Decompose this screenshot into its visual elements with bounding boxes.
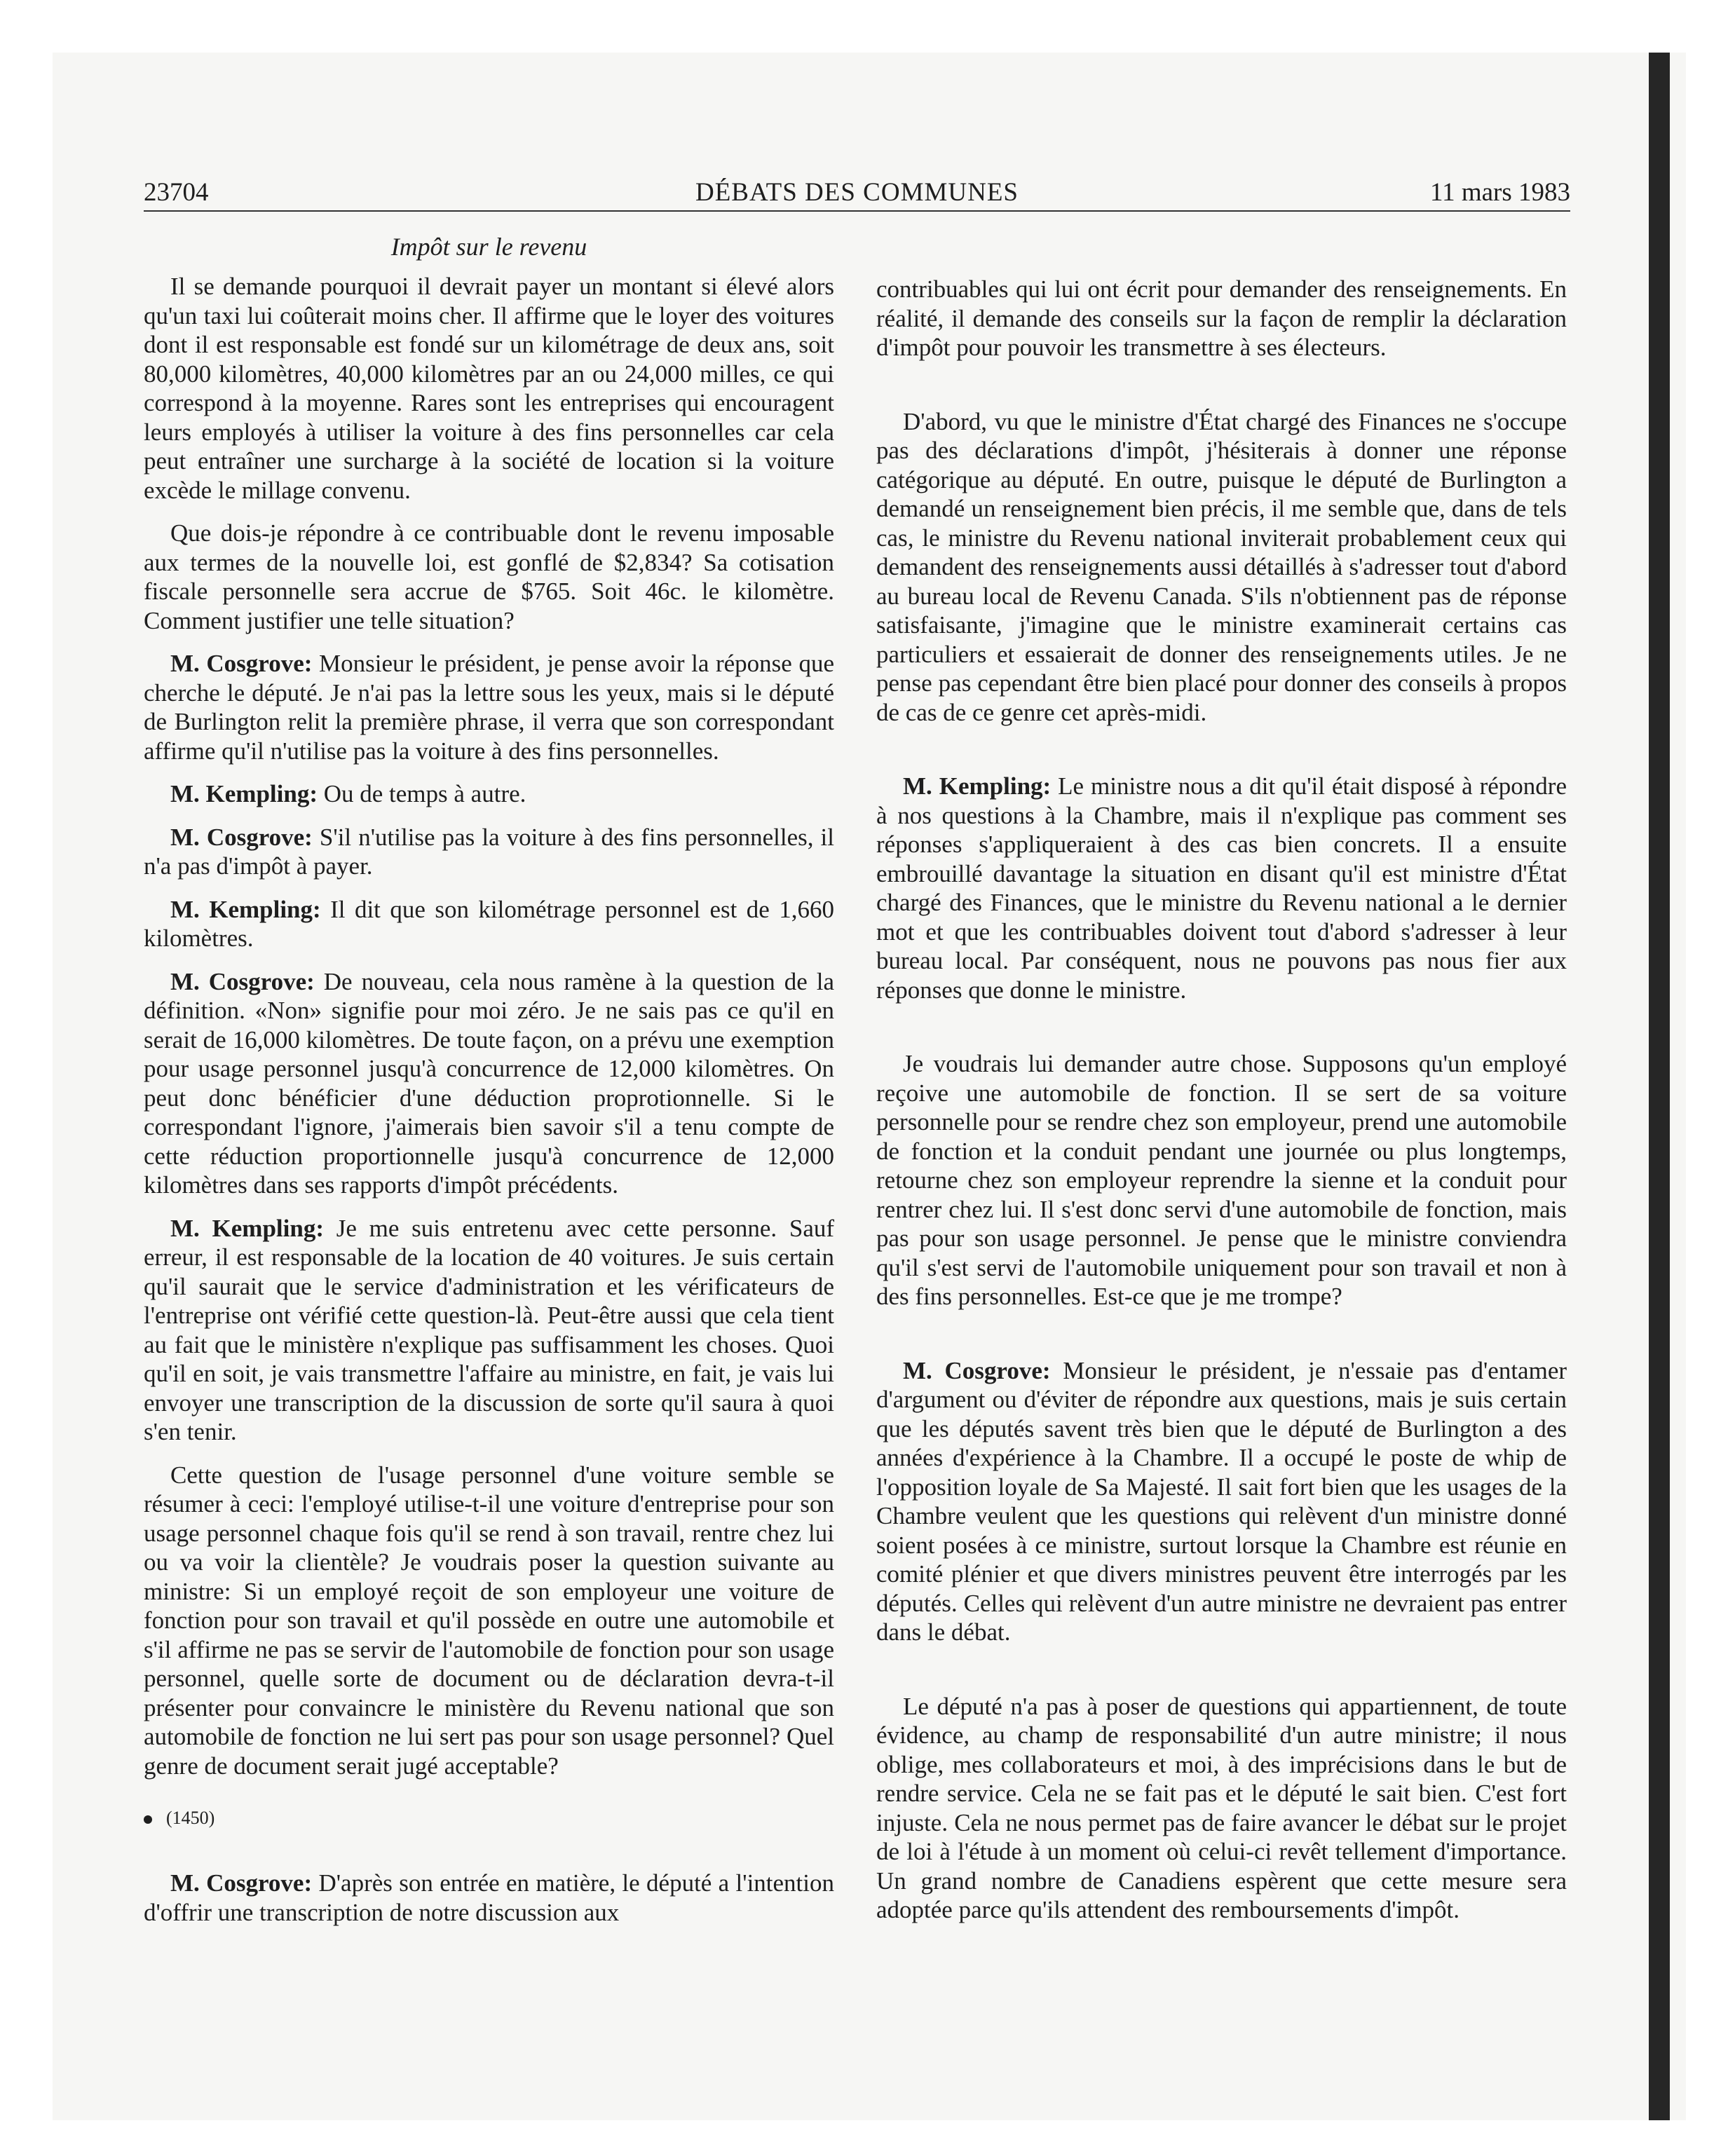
paragraph <box>144 649 834 765</box>
page-number: 23704 <box>144 178 209 207</box>
paragraph <box>144 779 834 809</box>
speaker-name: M. Cosgrove: <box>903 1356 1051 1384</box>
paragraph-text: Il dit que son kilométrage personnel est de 1,660 kilomètres. <box>144 895 835 952</box>
paragraph-text: Le ministre nous a dit qu'il était disposé à répondre à nos questions à la Chambre, mais il n'explique pas comment ses réponses s'appliqueraient à des cas bien concrets. Il a ensuite embrouillé davantage la situation en disant qu'il est ministre d'État chargé des Finances, que le ministre du Revenu national a le dernier mot et que les contribuables doivent tout d'abord s'adresser à leur bureau local. Par conséquent, nous ne pouvons pas nous fier aux réponses que donne le ministre. <box>876 772 1567 1004</box>
paragraph <box>144 967 834 1200</box>
paragraph <box>876 772 1567 1004</box>
paragraph-text: Le député n'a pas à poser de questions qui appartiennent, de toute évidence, au champ de responsabilité d'un autre ministre; il nous oblige, mes collaborateurs et moi, à des imprécisions dans le but de rendre service. Cela ne se fait pas et le député le sait bien. C'est fort injuste. Cela ne nous permet pas de faire avancer le débat sur le projet de loi à l'étude à un moment où celui-ci revêt tellement d'importance. Un grand nombre de Canadiens espèrent que cette mesure sera adoptée parce qu'ils attendent des remboursements d'impôt. <box>876 1692 1567 1923</box>
page-header <box>144 175 1570 212</box>
paragraph-text: Que dois-je répondre à ce contribuable dont le revenu imposable aux termes de la nouvelle loi, est gonflé de $2,834? Sa cotisation fiscale personnelle sera accrue de $765. Soit 46c. le kilomètre. Comment justifier une telle situation? <box>144 519 834 634</box>
speaker-name: M. Cosgrove: <box>170 967 315 995</box>
paragraph-text: Je me suis entretenu avec cette personne. Sauf erreur, il est responsable de la location de 40 voitures. Je suis certain qu'il saurait que le service d'administration et les vérificateurs de l'entreprise ont vérifié cette question-là. Peut-être aussi que cela tient au fait que le ministère n'explique pas suffisamment les choses. Quoi qu'il en soit, je vais transmettre l'affaire au ministre, en fait, je vais lui envoyer une transcription de la discussion de sorte qu'il saura à quoi s'en tenir. <box>144 1214 835 1445</box>
paragraph-text: D'abord, vu que le ministre d'État chargé des Finances ne s'occupe pas des déclarations d'impôt, j'hésiterais à donner une réponse catégorique au député. En outre, puisque le député de Burlington a demandé un renseignement bien précis, il me semble que, dans de tels cas, le ministre du Revenu national inviterait probablement ceux qui demandent des renseignements aussi détaillés à s'adresser tout d'abord au bureau local de Revenu Canada. S'ils n'obtiennent pas de réponse satisfaisante, j'imagine que le ministre examinerait certains cas particuliers et essaierait de donner des renseignements utiles. Je ne pense pas cependant être bien placé pour donner des conseils à propos de cas de ce genre cet après-midi. <box>876 407 1567 726</box>
paragraph-text: Monsieur le président, je pense avoir la réponse que cherche le député. Je n'ai pas la lettre sous les yeux, mais si le député de Burlington relit la première phrase, il verra que son correspondant affirme qu'il n'utilise pas la voiture à des fins personnelles. <box>144 650 834 765</box>
paragraph <box>144 1869 834 1927</box>
left-column <box>144 233 835 1941</box>
time-marker-text: (1450) <box>166 1808 215 1828</box>
paragraph-text: contribuables qui lui ont écrit pour demander des renseignements. En réalité, il demande des conseils sur la façon de remplir la déclaration d'impôt pour pouvoir les transmettre à ses électeurs. <box>876 275 1567 361</box>
paragraph <box>144 1461 834 1781</box>
speaker-name: M. Cosgrove: <box>170 650 313 677</box>
paragraph <box>144 895 834 953</box>
paragraph-text: Il se demande pourquoi il devrait payer un montant si élevé alors qu'un taxi lui coûterait moins cher. Il affirme que le loyer des voitures dont il est responsable est fondé sur un kilométrage de deux ans, soit 80,000 kilomètres, 40,000 kilomètres par an ou 24,000 milles, ce qui correspond à la moyenne. Rares sont les entreprises qui encouragent leurs employés à utiliser la voiture à des fins personnelles car cela peut entraîner une surcharge à la société de location si la voiture excède le millage convenu. <box>144 273 834 504</box>
page-date: 11 mars 1983 <box>1429 178 1570 207</box>
speaker-name: M. Cosgrove: <box>170 1869 313 1897</box>
speaker-name: M. Kempling: <box>903 772 1052 800</box>
paragraph <box>876 407 1567 728</box>
paragraph-text: De nouveau, cela nous ramène à la question de la définition. «Non» signifie pour moi zéro. Je ne sais pas ce qu'il en serait de 16,000 kilomètres. De toute façon, on a prévu une exemption pour usage personnel jusqu'à concurrence de 12,000 kilomètres. On peut donc bénéficier d'une déduction proprotionnelle. Si le correspondant l'ignore, j'aimerais bien savoir s'il a tenu compte de cette réduction proportionnelle jusqu'à concurrence de 12,000 kilomètres dans ses rapports d'impôt précédents. <box>144 967 834 1199</box>
time-marker <box>144 1804 834 1832</box>
paragraph <box>876 1049 1567 1311</box>
right-column <box>876 275 1567 1939</box>
publication-title: DÉBATS DES COMMUNES <box>695 178 1019 207</box>
paragraph <box>144 1214 834 1447</box>
paragraph-text: D'après son entrée en matière, le député a l'intention d'offrir une transcription de notre discussion aux <box>144 1869 835 1926</box>
speaker-name: M. Cosgrove: <box>170 823 313 851</box>
paragraph-text: Cette question de l'usage personnel d'une voiture semble se résumer à ceci: l'employé utilise-t-il une voiture d'entreprise pour son usage personnel chaque fois qu'il se rend à son travail, rentre chez lui ou va voir la clientèle? Je voudrais poser la question suivante au ministre: Si un employé reçoit de son employeur une voiture de fonction pour son travail et qu'il possède en outre une automobile et s'il affirme ne pas se servir de l'automobile de fonction pour son usage personnel, quelle sorte de document ou de déclaration devra-t-il présenter pour convaincre le ministère du Revenu national que son automobile de fonction ne lui sert pas pour son usage personnel? Quel genre de document serait jugé acceptable? <box>144 1461 834 1780</box>
paragraph <box>144 519 834 635</box>
paragraph <box>876 275 1567 362</box>
speaker-name: M. Kempling: <box>170 780 318 807</box>
paragraph-text: Ou de temps à autre. <box>323 780 526 807</box>
speaker-name: M. Kempling: <box>170 1214 324 1242</box>
scan-edge-bar <box>1649 53 1670 2120</box>
paragraph <box>144 823 834 881</box>
paragraph <box>876 1692 1567 1925</box>
bullet-icon <box>144 1815 152 1824</box>
paragraph <box>876 1356 1567 1647</box>
section-title: Impôt sur le revenu <box>390 233 587 261</box>
speaker-name: M. Kempling: <box>170 895 321 923</box>
paragraph-text: Monsieur le président, je n'essaie pas d'entamer d'argument ou d'éviter de répondre aux questions, mais je suis certain que les députés savent très bien que le député de Burlington a des années d'expérience à la Chambre. Il a occupé le poste de whip de l'opposition loyale de Sa Majesté. Il sait fort bien que les usages de la Chambre veulent que les questions qui relèvent d'un ministre donné soient posées à ce ministre, surtout lorsque la Chambre est réunie en comité plénier et que divers ministres peuvent être interrogés par les députés. Celles qui relèvent d'un autre ministre ne devraient pas entrer dans le débat. <box>876 1356 1567 1646</box>
paragraph <box>144 272 834 505</box>
paragraph-text: S'il n'utilise pas la voiture à des fins personnelles, il n'a pas d'impôt à payer. <box>144 823 835 880</box>
paragraph-text: Je voudrais lui demander autre chose. Supposons qu'un employé reçoive une automobile de fonction. Il se sert de sa voiture personnelle pour se rendre chez son employeur, prend une automobile de fonction et la conduit pendant une journée ou plus longtemps, retourne chez son employeur reprendre la sienne et la conduit pour rentrer chez lui. Il s'est donc servi d'une automobile de fonction, mais pas pour son usage personnel. Je pense que le ministre conviendra qu'il s'est servi de l'automobile uniquement pour son travail et non à des fins personnelles. Est-ce que je me trompe? <box>876 1050 1567 1310</box>
